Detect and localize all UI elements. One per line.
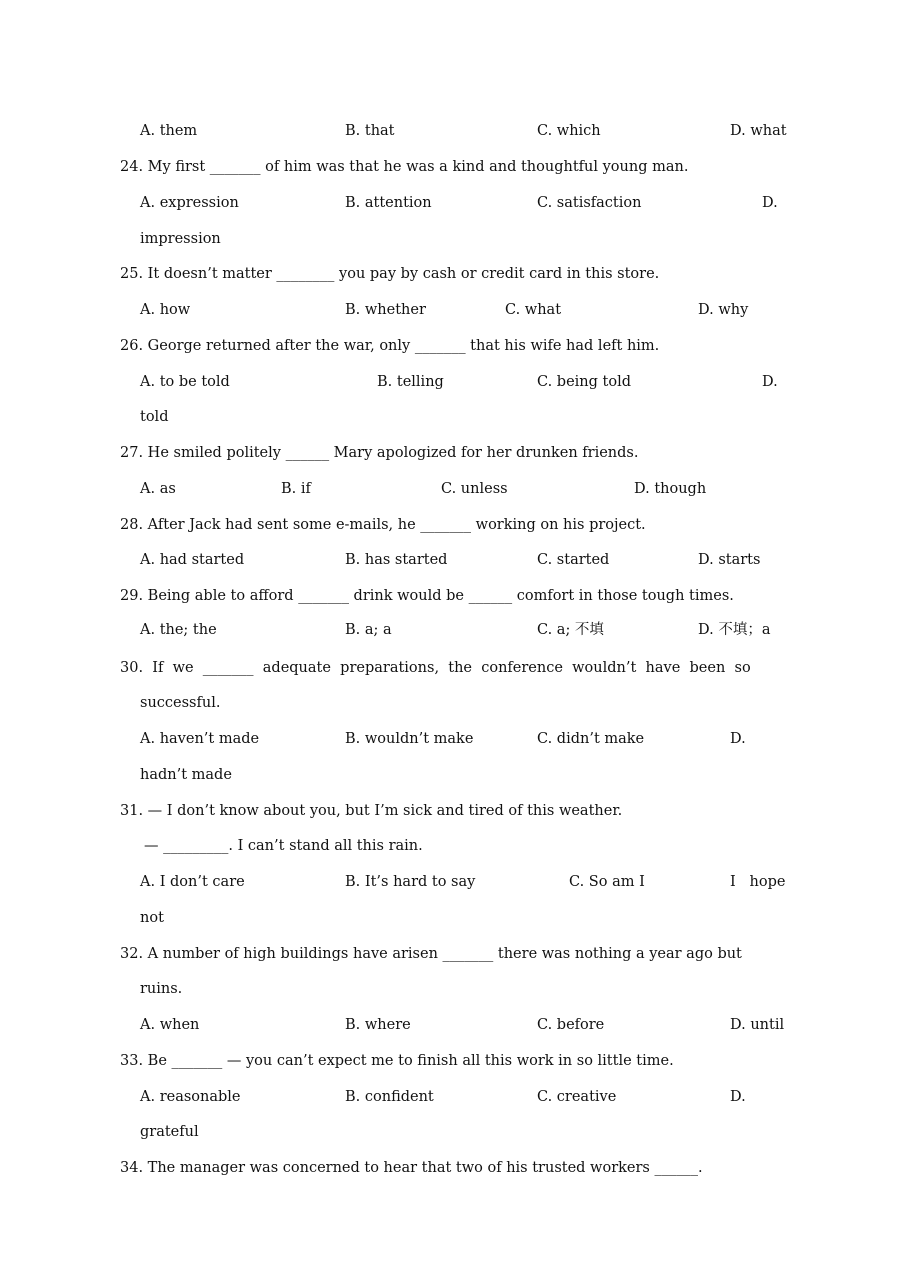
q27-stem: 27. He smiled politely ______ Mary apologized for her drunken friends.: [120, 445, 639, 461]
q32-option-b: B. where: [345, 1017, 411, 1033]
q25-option-b: B. whether: [345, 302, 426, 318]
q31-option-a: A. I don’t care: [140, 874, 245, 890]
q26-option-d: D.: [762, 374, 778, 390]
q34-stem: 34. The manager was concerned to hear that two of his trusted workers ______.: [120, 1160, 703, 1176]
q30-option-d: D.: [730, 731, 746, 747]
q33-option-a: A. reasonable: [140, 1089, 241, 1105]
q32-stem: 32. A number of high buildings have arisen _______ there was nothing a year ago but: [120, 946, 742, 962]
q33-option-c: C. creative: [537, 1089, 617, 1105]
q33-option-d: D.: [730, 1089, 746, 1105]
q24-stem: 24. My first _______ of him was that he was a kind and thoughtful young man.: [120, 159, 689, 175]
q24-option-a: A. expression: [140, 195, 239, 211]
q32-option-d: D. until: [730, 1017, 785, 1033]
q27-option-d: D. though: [634, 481, 707, 497]
q29-stem: 29. Being able to afford _______ drink would be ______ comfort in those tough times.: [120, 588, 734, 604]
q32-option-a: A. when: [140, 1017, 200, 1033]
q33-stem: 33. Be _______ — you can’t expect me to finish all this work in so little time.: [120, 1053, 674, 1069]
q31-option-d: I hope: [730, 874, 786, 890]
q28-option-a: A. had started: [140, 552, 245, 568]
q28-option-d: D. starts: [698, 552, 761, 568]
q25-stem: 25. It doesn’t matter ________ you pay by cash or credit card in this store.: [120, 266, 660, 282]
q30-option-c: C. didn’t make: [537, 731, 645, 747]
q29-option-d: D. 不填；a: [698, 622, 771, 638]
q31-option-c: C. So am I: [569, 874, 645, 890]
q23-option-c: C. which: [537, 123, 601, 139]
q30-option-b: B. wouldn’t make: [345, 731, 474, 747]
q26-option-a: A. to be told: [140, 374, 230, 390]
q31-response: — _________. I can’t stand all this rain.: [144, 838, 423, 854]
q24-option-d-text: impression: [140, 231, 221, 247]
q32-option-c: C. before: [537, 1017, 605, 1033]
q29-option-c: C. a; 不填: [537, 622, 604, 638]
q33-option-d-text: grateful: [140, 1124, 199, 1140]
q27-option-c: C. unless: [441, 481, 508, 497]
q26-option-d-text: told: [140, 409, 169, 425]
q24-option-d: D.: [762, 195, 778, 211]
q28-stem: 28. After Jack had sent some e-mails, he _______ working on his project.: [120, 517, 646, 533]
q33-option-b: B. confident: [345, 1089, 434, 1105]
q30-stem: 30. If we _______ adequate preparations, the conference wouldn’t have been so: [120, 660, 751, 676]
q23-option-d: D. what: [730, 123, 787, 139]
q29-option-b: B. a; a: [345, 622, 392, 638]
q31-option-d-text: not: [140, 910, 164, 926]
q32-stem-continued: ruins.: [140, 981, 183, 997]
q25-option-c: C. what: [505, 302, 562, 318]
q26-stem: 26. George returned after the war, only _______ that his wife had left him.: [120, 338, 660, 354]
q30-stem-continued: successful.: [140, 695, 221, 711]
q30-option-d-text: hadn’t made: [140, 767, 232, 783]
q24-option-c: C. satisfaction: [537, 195, 642, 211]
q28-option-b: B. has started: [345, 552, 448, 568]
q30-option-a: A. haven’t made: [140, 731, 260, 747]
q26-option-b: B. telling: [377, 374, 444, 390]
q23-option-b: B. that: [345, 123, 395, 139]
q25-option-d: D. why: [698, 302, 749, 318]
q27-option-a: A. as: [140, 481, 176, 497]
q28-option-c: C. started: [537, 552, 610, 568]
q25-option-a: A. how: [140, 302, 191, 318]
q23-option-a: A. them: [140, 123, 198, 139]
q27-option-b: B. if: [281, 481, 311, 497]
q31-stem: 31. — I don’t know about you, but I’m sick and tired of this weather.: [120, 803, 623, 819]
q29-option-a: A. the; the: [140, 622, 217, 638]
q31-option-b: B. It’s hard to say: [345, 874, 476, 890]
q24-option-b: B. attention: [345, 195, 432, 211]
q26-option-c: C. being told: [537, 374, 632, 390]
